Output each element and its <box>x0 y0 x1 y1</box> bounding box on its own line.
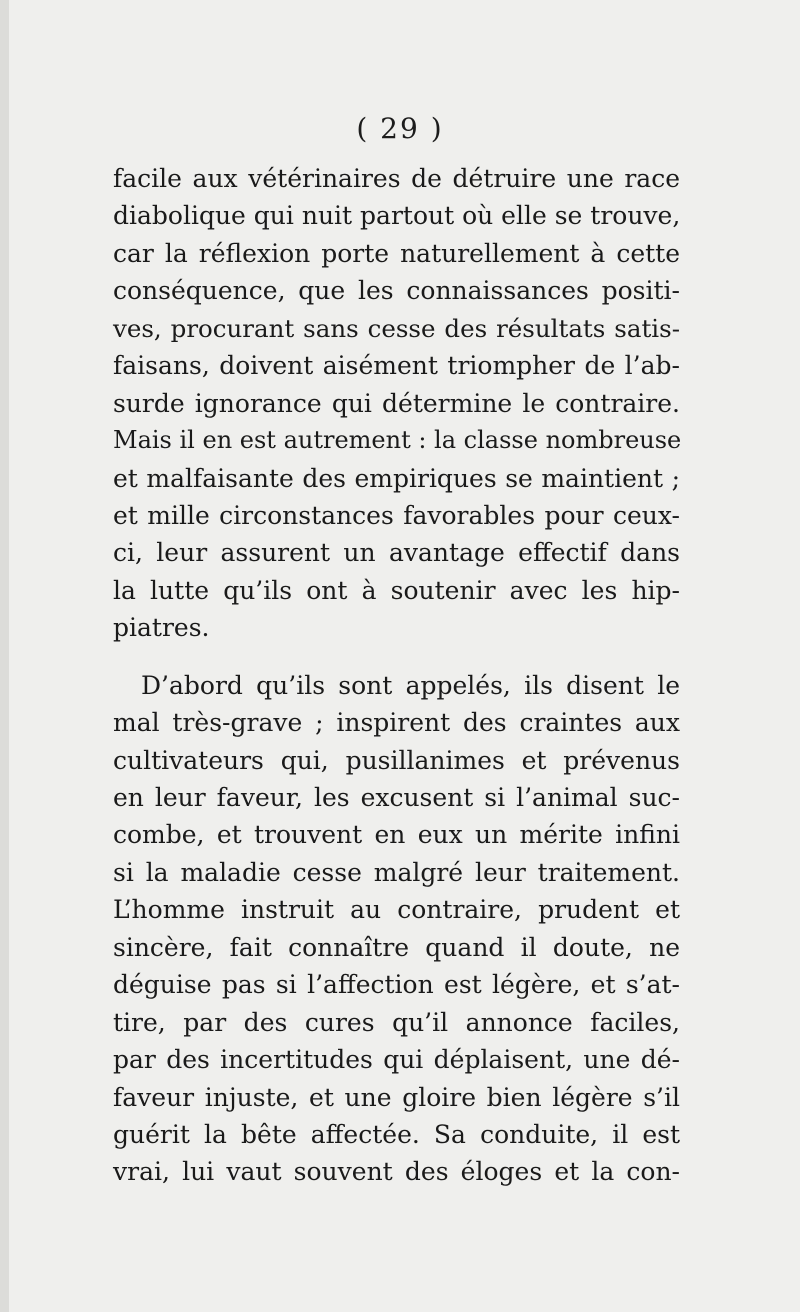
text-line: facile aux vétérinaires de détruire une race <box>113 164 680 193</box>
paragraph-1 <box>113 160 680 647</box>
text-line: et mille circonstances favorables pour ceux- <box>113 500 680 530</box>
text-line: cultivateurs qui, pusillanimes et prévenus <box>113 745 680 775</box>
text-line: faveur injuste, et une gloire bien légère s’il <box>113 1082 680 1112</box>
text-line: L’homme instruit au contraire, prudent et <box>113 895 680 925</box>
text-line: tire, par des cures qu’il annonce faciles, <box>113 1007 680 1037</box>
paragraph-gap <box>113 647 680 667</box>
text-line: surde ignorance qui détermine le contraire. <box>113 388 680 418</box>
text-line: ci, leur assurent un avantage effectif dans <box>113 538 680 568</box>
text-line: ves, procurant sans cesse des résultats satis- <box>113 313 680 343</box>
text-line: combe, et trouvent en eux un mérite infini <box>113 820 680 850</box>
text-line: en leur faveur, les excusent si l’animal suc- <box>113 783 680 812</box>
text-line: car la réflexion porte naturellement à cette <box>113 238 680 268</box>
text-line: conséquence, que les connaissances positi- <box>113 276 680 306</box>
text-line: guérit la bête affectée. Sa conduite, il est <box>113 1119 680 1149</box>
text-line: si la maladie cesse malgré leur traitement. <box>113 857 680 887</box>
text-line: et malfaisante des empiriques se maintient ; <box>113 463 680 493</box>
body-text <box>113 160 680 1191</box>
text-line: par des incertitudes qui déplaisent, une dé- <box>113 1045 680 1075</box>
page-number: ( 29 ) <box>356 112 444 145</box>
text-line: diabolique qui nuit partout où elle se trouve, <box>113 201 681 231</box>
text-line: vrai, lui vaut souvent des éloges et la con- <box>113 1157 680 1187</box>
text-line: piatres. <box>113 613 210 643</box>
page-gutter-edge <box>0 0 9 1312</box>
text-line: faisans, doivent aisément triompher de l’ab- <box>113 351 680 381</box>
text-line: mal très-grave ; inspirent des craintes aux <box>113 708 680 738</box>
text-line: déguise pas si l’affection est légère, et s’at- <box>113 970 680 1000</box>
text-line: la lutte qu’ils ont à soutenir avec les hip- <box>113 575 680 605</box>
paragraph-2 <box>113 667 680 1191</box>
text-line: D’abord qu’ils sont appelés, ils disent le <box>141 670 680 700</box>
text-line: Mais il en est autrement : la classe nombreuse <box>113 426 682 455</box>
text-line: sincère, fait connaître quand il doute, ne <box>113 932 680 962</box>
